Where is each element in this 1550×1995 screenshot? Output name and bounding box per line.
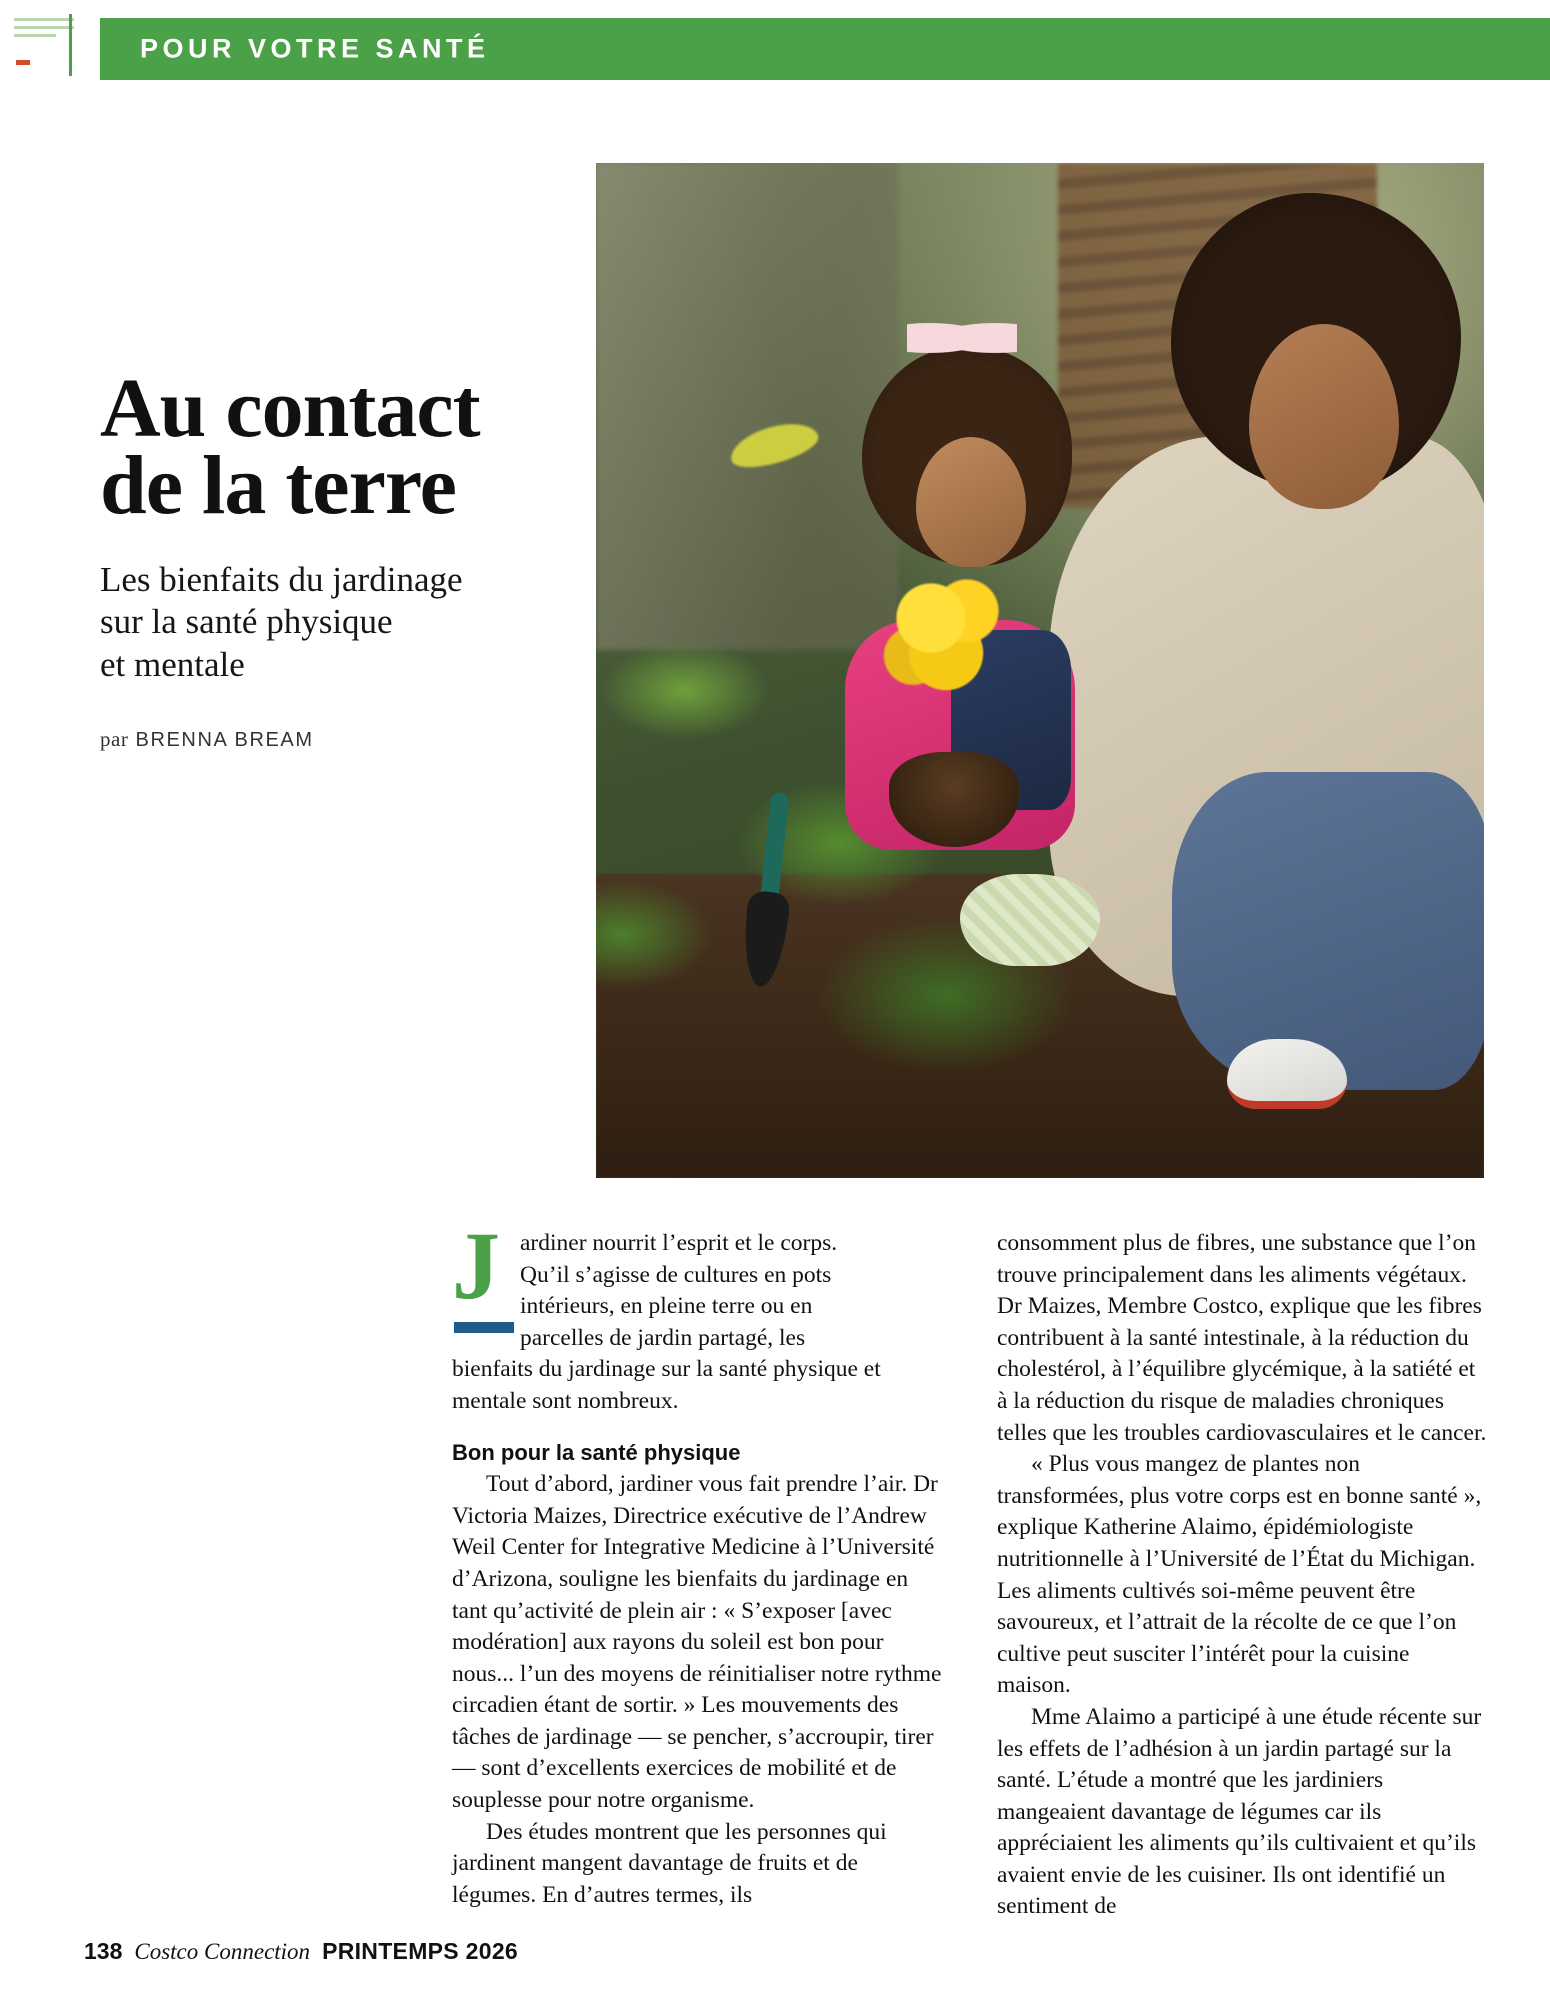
decorative-vertical-line	[69, 14, 72, 76]
photo-woman-jeans	[1172, 772, 1484, 1089]
title-line-2: de la terre	[100, 439, 456, 533]
article-deck	[100, 559, 570, 687]
section-kicker: POUR VOTRE SANTÉ	[140, 33, 490, 64]
page-number: 138	[84, 1938, 123, 1964]
photo-girl-face	[916, 437, 1026, 567]
body-column-1	[452, 1212, 942, 1923]
decorative-bar	[14, 34, 56, 37]
drop-cap: J	[452, 1212, 500, 1319]
lead-line-3: intérieurs, en pleine terre ou en	[520, 1293, 813, 1320]
article-body	[452, 1212, 1487, 1923]
page-footer	[84, 1938, 518, 1965]
paragraph: Des études montrent que les personnes qui jardinent mangent davantage de fruits et de légumes. En d’autres termes, ils	[452, 1818, 887, 1908]
headline-block	[100, 362, 570, 752]
paragraph: Mme Alaimo a participé à une étude récente sur les effets de l’adhésion à un jardin partagé sur la santé. L’étude a montré que les jardiniers mangeaient davantage de légumes car ils appréciaient les aliments qu’ils cultivaient et qu’ils avaient envie de les cuisiner. Ils ont identifié un sentiment de	[997, 1703, 1482, 1920]
trowel-handle	[760, 792, 789, 903]
lead-line-2: Qu’il s’agisse de cultures en pots	[520, 1261, 832, 1288]
title-line-1: Au contact	[100, 362, 480, 455]
lead-line-1: ardiner nourrit l’esprit et le corps.	[520, 1230, 838, 1256]
trowel-blade	[739, 890, 791, 989]
body-column-2	[997, 1228, 1487, 1923]
deck-line-2: sur la santé physique	[100, 602, 393, 642]
article-photo	[596, 163, 1484, 1178]
drop-cap-rule	[454, 1322, 514, 1333]
photo-gardening-glove	[960, 874, 1100, 966]
issue-label: PRINTEMPS 2026	[322, 1938, 519, 1964]
decorative-bar	[14, 18, 74, 21]
lead-paragraph	[452, 1228, 942, 1418]
lead-paragraph-block	[452, 1212, 942, 1418]
decorative-bar	[14, 26, 74, 29]
byline	[100, 727, 570, 752]
deck-line-1: Les bienfaits du jardinage	[100, 559, 463, 599]
lead-line-4: parcelles de jardin partagé, les	[520, 1324, 806, 1351]
paragraph: consomment plus de fibres, une substance que l’on trouve principalement dans les aliments végétaux. Dr Maizes, Membre Costco, explique que les fibres contribuent à la santé intestinale, à la réduction du cholestérol, à l’équilibre glycémique, à la satiété et à la réduction du risque de maladies chroniques telles que les troubles cardiovasculaires et le cancer.	[997, 1230, 1487, 1446]
photo-woman-face	[1249, 324, 1399, 509]
photo-yellow-mum-flowers	[871, 569, 1021, 709]
subheading-physical-health: Bon pour la santé physique	[452, 1439, 741, 1465]
lead-rest: bienfaits du jardinage sur la santé physique et mentale sont nombreux.	[452, 1356, 881, 1414]
paragraph: « Plus vous mangez de plantes non transformées, plus votre corps est en bonne santé », explique Katherine Alaimo, épidémiologiste nutritionnelle à l’Université de l’État du Michigan. Les aliments cultivés soi-même peuvent être savoureux, et l’attrait de la récolte de ce que l’on cultive peut susciter l’intérêt pour la cuisine maison.	[997, 1451, 1482, 1699]
byline-prefix: par	[100, 726, 129, 751]
magazine-name: Costco Connection	[134, 1939, 311, 1964]
byline-author: BRENNA BREAM	[135, 728, 314, 751]
section-header-band	[100, 18, 1550, 80]
photo-girl-hair-bow	[907, 315, 1017, 361]
corner-decoration	[14, 14, 86, 84]
paragraph: Tout d’abord, jardiner vous fait prendre l’air. Dr Victoria Maizes, Directrice exécutive de l’Andrew Weil Center for Integrative Medicine à l’Université d’Arizona, souligne les bienfaits du jardinage en tant qu’activité de plein air : « S’exposer [avec modération] aux rayons du soleil est bon pour nous... l’un des moyens de réinitialiser notre rythme circadien étant de sortir. » Les mouvements des tâches de jardinage — se pencher, s’accroupir, tirer — sont d’excellents exercices de mobilité et de souplesse pour notre organisme.	[452, 1471, 942, 1814]
decorative-dot	[16, 60, 30, 65]
page-title	[100, 362, 570, 533]
deck-line-3: et mentale	[100, 644, 245, 684]
